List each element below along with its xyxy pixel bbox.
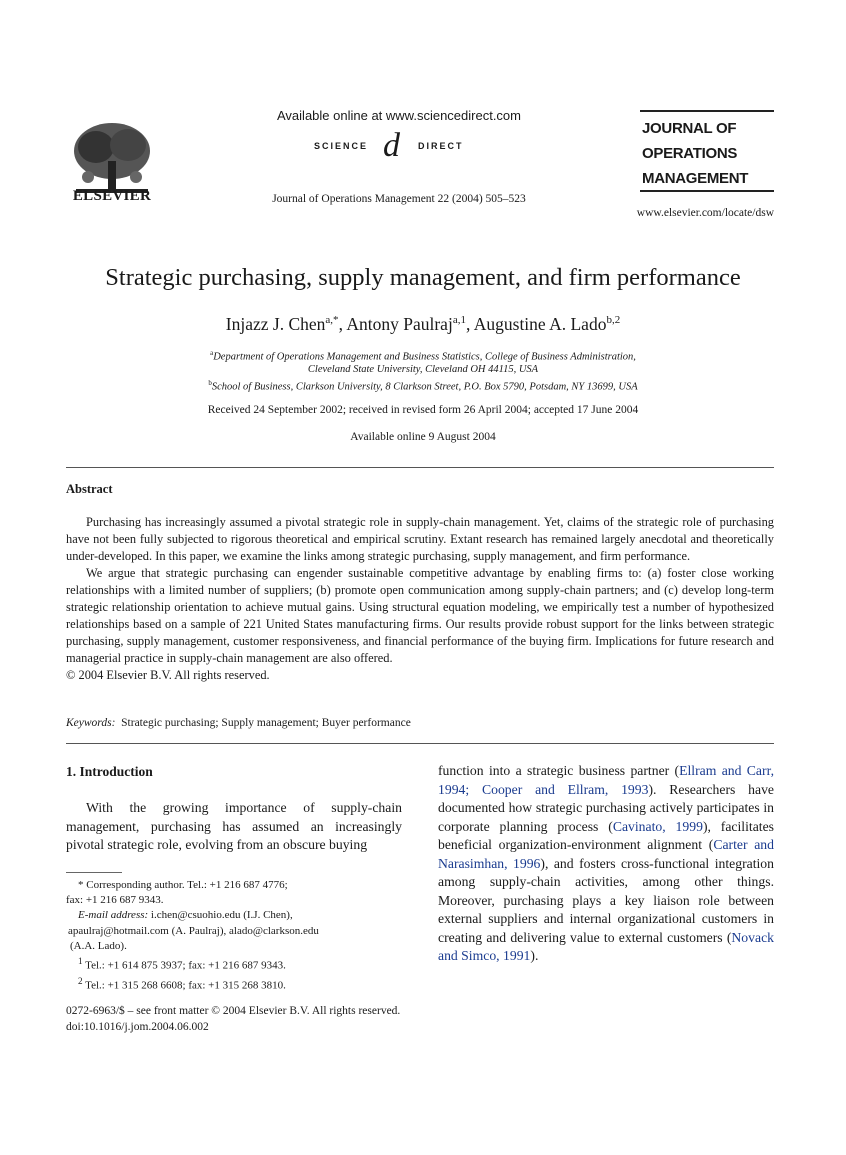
citation-link[interactable]: Ellram and Carr, 1994; Cooper and Ellram, 1993 (438, 763, 774, 797)
footnote-rule (66, 872, 122, 873)
journal-logo-line1: JOURNAL OF (642, 120, 737, 137)
keywords-label: Keywords: (66, 717, 116, 729)
intro-paragraph: With the growing importance of supply-chain management, purchasing has assumed an increasingly pivotal strategic role, evolving from an obscure buying (66, 800, 402, 852)
footnote-corresponding: * Corresponding author. Tel.: +1 216 687 4776; (78, 879, 288, 891)
sciencedirect-logo (300, 128, 500, 164)
abstract-heading: Abstract (66, 482, 113, 496)
body-text: ), and fosters cross-functional integration among supply-chain activities, among other things. Moreover, purchasing plays a key liaison role between external suppliers and internal organizational customers in creating and delivering value to external customers ( (438, 855, 774, 945)
abstract-paragraph: We argue that strategic purchasing can engender sustainable competitive advantage by enabling firms to: (a) foster close working relationships with a limited number of suppliers; (b) promote open communication among supply-chain partners; and (c) develop long-term strategic relationship orientation to achieve mutual gains. Using structural equation modeling, we empirically test a number of hypothesized relationships based on a sample of 221 United States manufacturing firms. Our results provide robust support for the links between strategic purchasing, supply management, customer responsiveness, and financial performance of the buying firm. Implications for future research and managerial practice in supply-chain management are also offered. (66, 566, 774, 665)
publisher-wordmark: ELSEVIER (72, 188, 152, 204)
affiliation-b: $^b$School of Business, Clarkson University, 8 Clarkson Street, P.O. Box 5790, Potsdam, NY 13699, USA (208, 379, 638, 393)
intro-paragraph-continued (438, 762, 774, 966)
footnote-email: E-mail address: i.chen@csuohio.edu (I.J. Chen), (78, 909, 293, 922)
journal-logo (640, 110, 774, 194)
journal-url-link[interactable]: www.elsevier.com/locate/dsw (636, 207, 774, 219)
author-name: Augustine A. Lado (473, 314, 607, 334)
citation-link[interactable]: Novack and Simco, 1991 (438, 929, 774, 963)
footer-copyright: 0272-6963/$ – see front matter © 2004 Elsevier B.V. All rights reserved. (66, 1005, 401, 1017)
keywords-text: Strategic purchasing; Supply management; Buyer performance (121, 717, 411, 729)
section-heading: 1. Introduction (66, 764, 153, 779)
citation-link[interactable]: Cavinato, 1999 (612, 818, 703, 834)
citation-link[interactable]: Carter and Narasimhan, 1996 (438, 837, 774, 871)
received-dates: Received 24 September 2002; received in revised form 26 April 2004; accepted 17 June 2004 (207, 404, 639, 416)
abstract-body (66, 514, 774, 684)
body-text: ). (530, 948, 539, 963)
body-text: ). Researchers have documented how strategic purchasing actively participates in corporate planning process ( (438, 781, 774, 834)
author-affil-mark[interactable]: a,* (325, 314, 339, 327)
body-text: function into a strategic business partner ( (438, 763, 680, 778)
footnote-email-cont: apaulraj@hotmail.com (A. Paulraj), alado@clarkson.edu (68, 924, 319, 937)
footnote-1: $^1$ Tel.: +1 614 875 3937; fax: +1 216 687 9343. (78, 956, 286, 972)
sd-logo-left: SCIENCE (314, 141, 369, 151)
page-footer (66, 1004, 566, 1035)
divider (66, 467, 774, 468)
affiliation-a-line2: Cleveland State University, Cleveland OH 44115, USA (307, 364, 539, 375)
footer-doi[interactable]: doi:10.1016/j.jom.2004.06.002 (66, 1020, 209, 1033)
footnote-email-cont: (A.A. Lado). (70, 939, 127, 952)
footnote-2: $^2$ Tel.: +1 315 268 6608; fax: +1 315 268 3810. (78, 975, 286, 992)
abstract-paragraph: Purchasing has increasingly assumed a pivotal strategic role in supply-chain management. Yet, claims of the strategic role of purchasing have not been fully subjected to rigorous theoretical and empirical scrutiny. Extant research has remained largely anecdotal and theoretically under-developed. In this paper, we examine the links among strategic purchasing, supply management, and firm performance. (66, 515, 774, 563)
journal-logo-line2: OPERATIONS (642, 145, 738, 162)
affiliation-a-line1: $^a$Department of Operations Management and Business Statistics, College of Business Administration, (210, 349, 636, 363)
sd-logo-right: DIRECT (418, 141, 464, 151)
paper-title: Strategic purchasing, supply management, and firm performance (105, 264, 741, 291)
author-affil-mark[interactable]: b,2 (606, 314, 621, 327)
sciencedirect-available-text: Available online at www.sciencedirect.com (277, 108, 521, 123)
journal-citation: Journal of Operations Management 22 (2004) 505–523 (272, 193, 526, 205)
footnote-fax: fax: +1 216 687 9343. (66, 894, 164, 907)
divider (66, 743, 774, 744)
author-affil-mark[interactable]: a,1 (452, 314, 466, 327)
footnotes (66, 878, 402, 994)
author-name: Antony Paulraj (346, 314, 453, 334)
author-name: Injazz J. Chen (225, 314, 326, 334)
body-text: ), facilitates beneficial organization-environment alignment ( (438, 818, 774, 852)
journal-logo-line3: MANAGEMENT (642, 170, 749, 187)
abstract-copyright: © 2004 Elsevier B.V. All rights reserved. (66, 668, 270, 682)
sd-logo-mark: d (383, 127, 400, 164)
author-list: Injazz J. Chen$^{a,*}$, Antony Paulraj$^{a,1}$, Augustine A. Lado$^{b,2}$ (225, 314, 621, 334)
available-online-date: Available online 9 August 2004 (350, 431, 496, 443)
keywords (66, 717, 774, 729)
